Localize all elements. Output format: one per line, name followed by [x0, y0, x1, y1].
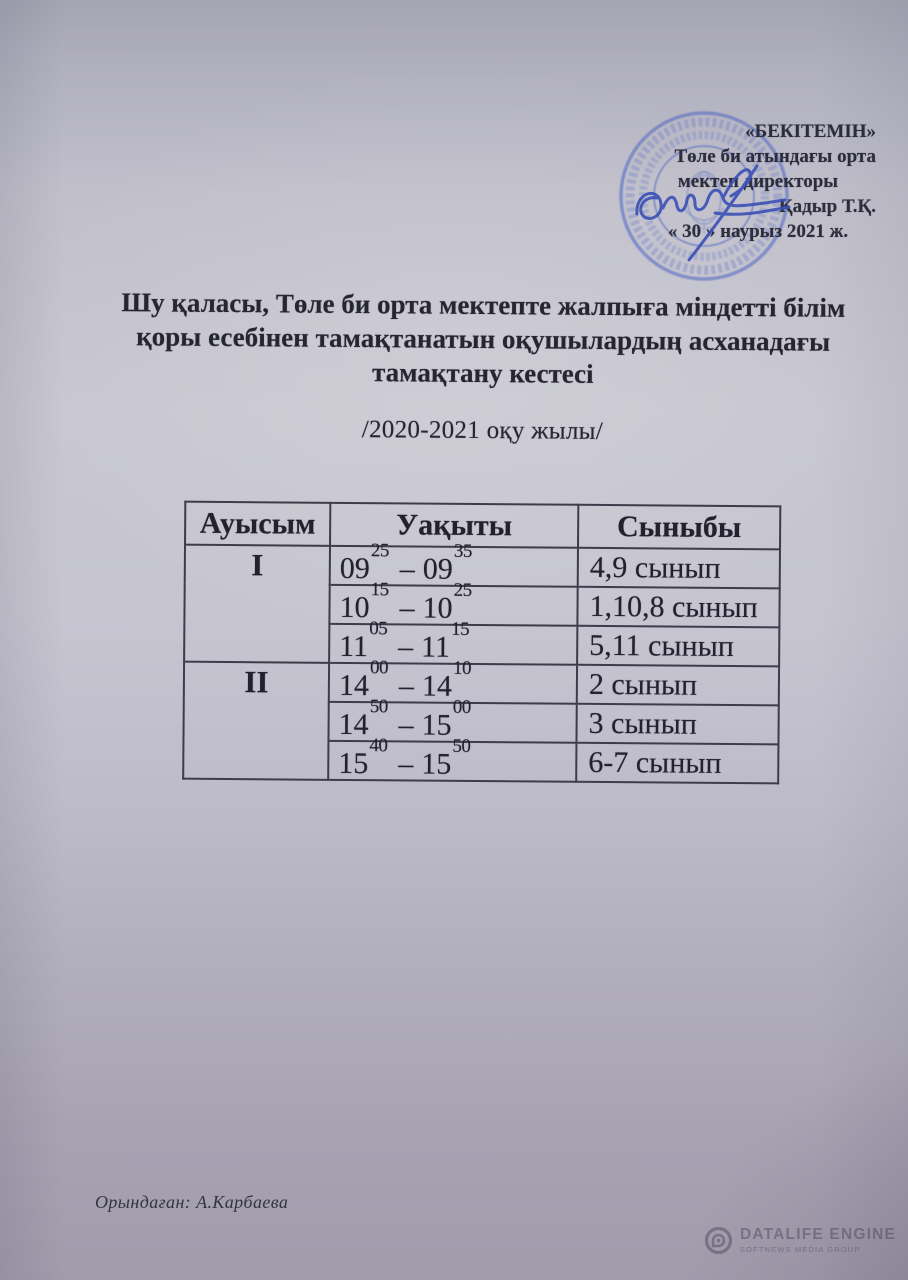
time-dash: – [399, 591, 415, 625]
table-row [185, 545, 780, 589]
class-cell: 5,11 сынып [577, 626, 779, 667]
title-line-2: қоры есебінен тамақтанатын оқушылардың асханадағы [136, 321, 831, 357]
school-year-subtitle: /2020-2021 оқу жылы/ [361, 416, 604, 445]
class-cell: 3 сынып [576, 704, 778, 745]
watermark-subtitle: SOFTNEWS MEDIA GROUP [740, 1245, 861, 1254]
time-start-min: 25 [370, 540, 390, 562]
class-cell: 1,10,8 сынып [577, 587, 779, 628]
approval-director-line: мектеп директоры [677, 171, 839, 192]
approval-school-line: Төле би атындағы орта [674, 146, 876, 167]
time-dash: – [398, 669, 415, 703]
executor-note: Орындаған: А.Карбаева [95, 1192, 289, 1212]
document-title [60, 285, 906, 452]
time-end-hour: 09 [422, 552, 453, 586]
time-end-hour: 15 [421, 708, 452, 742]
time-end-min: 15 [451, 618, 470, 640]
shift-1-cell: I [184, 545, 330, 663]
time-start-hour: 11 [339, 629, 369, 664]
time-dash: – [399, 552, 415, 586]
time-start-hour: 10 [339, 590, 370, 625]
time-end-min: 00 [452, 696, 471, 718]
approval-date: « 30 » наурыз 2021 ж. [667, 221, 849, 242]
class-cell: 6-7 сынып [576, 743, 778, 784]
time-dash: – [398, 708, 414, 742]
time-start-min: 40 [369, 735, 388, 757]
time-start-min: 05 [369, 618, 388, 640]
header-class: Сыныбы [578, 505, 780, 550]
watermark-title: DATALIFE ENGINE [740, 1226, 897, 1243]
time-start-hour: 15 [338, 746, 369, 781]
title-line-1: Шу қаласы, Төле би орта мектепте жалпыға міндетті білім [121, 287, 846, 323]
header-shift: Ауысым [185, 502, 330, 546]
time-end-hour: 11 [420, 630, 451, 664]
header-time: Уақыты [330, 503, 578, 548]
watermark-text [740, 1227, 896, 1254]
time-end-min: 10 [452, 657, 472, 679]
approval-director-name: Қадыр Т.Қ. [778, 196, 876, 217]
class-cell: 2 сынып [577, 665, 779, 706]
time-start-min: 15 [370, 579, 389, 601]
time-end-hour: 14 [421, 669, 453, 703]
time-start-hour: 14 [338, 707, 369, 742]
time-start-min: 50 [369, 696, 388, 718]
shift-2-cell: II [183, 662, 329, 780]
time-start-hour: 14 [338, 668, 370, 703]
approval-heading: «БЕКІТЕМІН» [745, 121, 876, 142]
table-row [184, 662, 779, 706]
time-end-hour: 15 [421, 747, 452, 781]
time-start-hour: 09 [339, 551, 370, 586]
meal-schedule-table [182, 501, 781, 785]
datalife-engine-logo-icon [704, 1226, 733, 1255]
time-end-min: 35 [453, 540, 473, 562]
class-cell: 4,9 сынып [578, 548, 780, 589]
time-end-min: 25 [453, 579, 472, 601]
title-line-3: тамақтану кестесі [372, 357, 594, 389]
watermark [704, 1226, 896, 1255]
time-end-min: 50 [452, 735, 471, 757]
time-cell [328, 735, 576, 782]
time-dash: – [398, 747, 414, 781]
time-start-min: 00 [369, 657, 389, 679]
table-header-row [185, 502, 780, 550]
time-end-hour: 10 [422, 591, 453, 625]
time-dash: – [397, 630, 414, 664]
